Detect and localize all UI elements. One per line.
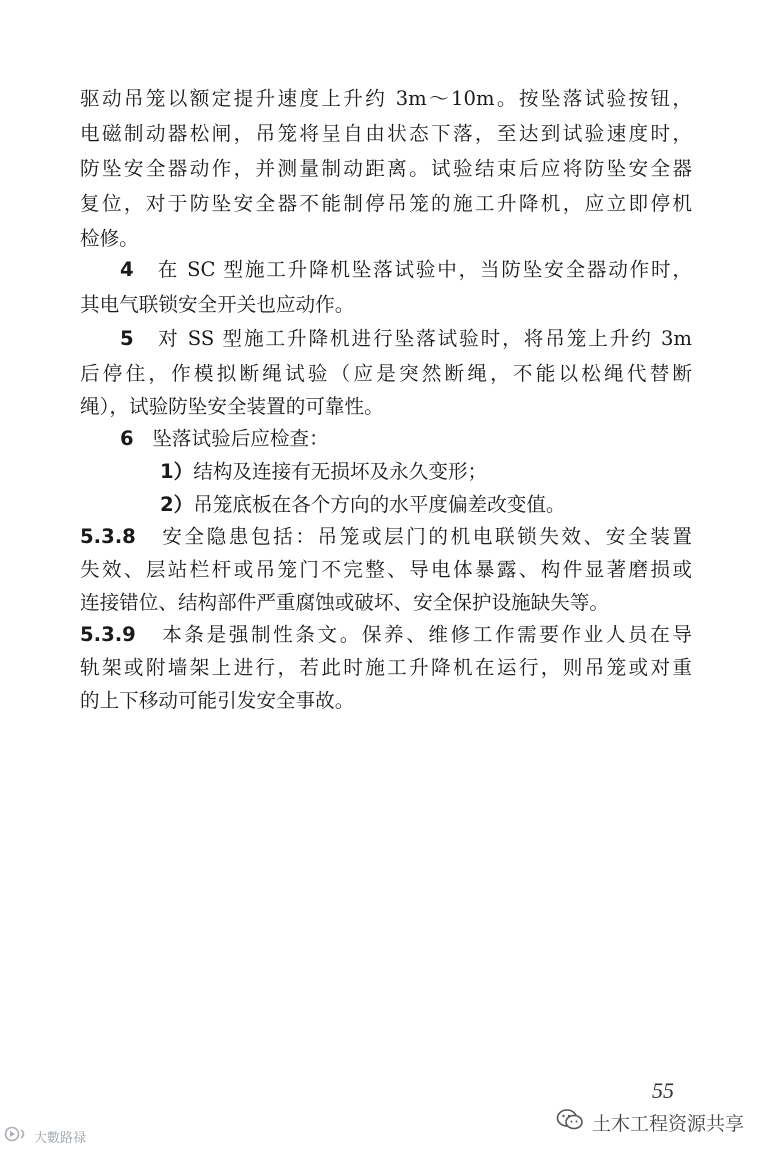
list-item-4 [120,253,692,287]
item-number: 5 [120,327,134,350]
clause-text: 本条是强制性条文。保养、维修工作需要作业人员在导 [162,623,693,646]
text-line: 其电气联锁安全开关也应动作。 [80,293,355,316]
text-line: 后停住，作模拟断绳试验（应是突然断绳，不能以松绳代替断 [80,362,692,385]
text-line: 检修。 [80,227,139,250]
text-line: 失效、层站栏杆或吊笼门不完整、导电体暴露、构件显著磨损或 [80,558,692,581]
item-text: 在 SC 型施工升降机坠落试验中，当防坠安全器动作时， [157,258,693,281]
text-line: 复位，对于防坠安全器不能制停吊笼的施工升降机，应立即停机 [80,192,692,215]
text-line: 绳），试验防坠安全装置的可靠性。 [80,395,384,418]
clause-number: 5.3.8 [80,525,136,548]
clause-text: 安全隐患包括：吊笼或层门的机电联锁失效、安全装置 [162,525,693,548]
sub-item-text: 吊笼底板在各个方向的水平度偏差改变值。 [193,493,566,516]
clause-number: 5.3.9 [80,623,136,646]
text-line: 连接错位、结构部件严重腐蚀或破坏、安全保护设施缺失等。 [80,591,610,614]
list-item-6 [120,422,692,456]
item-number: 6 [120,427,134,450]
text-line: 的上下移动可能引发安全事故。 [80,689,355,712]
play-icon [4,1126,30,1146]
text-line: 防坠安全器动作，并测量制动距离。试验结束后应将防坠安全器 [80,157,692,180]
list-item-5 [120,322,692,356]
watermark-text: 土木工程资源共享 [592,1112,745,1135]
clause-5-3-9 [80,618,692,652]
sub-item-number: 1） [160,460,194,483]
watermark-left [4,1126,86,1146]
item-text: 坠落试验后应检查： [152,427,329,450]
item-number: 4 [120,258,134,281]
sub-item-1 [160,455,692,489]
watermark-wechat [556,1109,744,1135]
page-number: 55 [652,1078,674,1103]
text-line: 驱动吊笼以额定提升速度上升约 3m～10m。按坠落试验按钮， [80,87,692,110]
text-line: 电磁制动器松闸，吊笼将呈自由状态下落，至达到试验速度时， [80,122,692,145]
clause-5-3-8 [80,520,692,554]
text-line: 轨架或附墙架上进行，若此时施工升降机在运行，则吊笼或对重 [80,656,692,679]
item-text: 对 SS 型施工升降机进行坠落试验时，将吊笼上升约 3m [158,327,693,350]
sub-item-text: 结构及连接有无损坏及永久变形； [193,460,488,483]
sub-item-number: 2） [160,493,194,516]
sub-item-2 [160,488,692,522]
watermark-text: 大數路禄 [34,1130,87,1146]
wechat-icon [556,1108,584,1137]
